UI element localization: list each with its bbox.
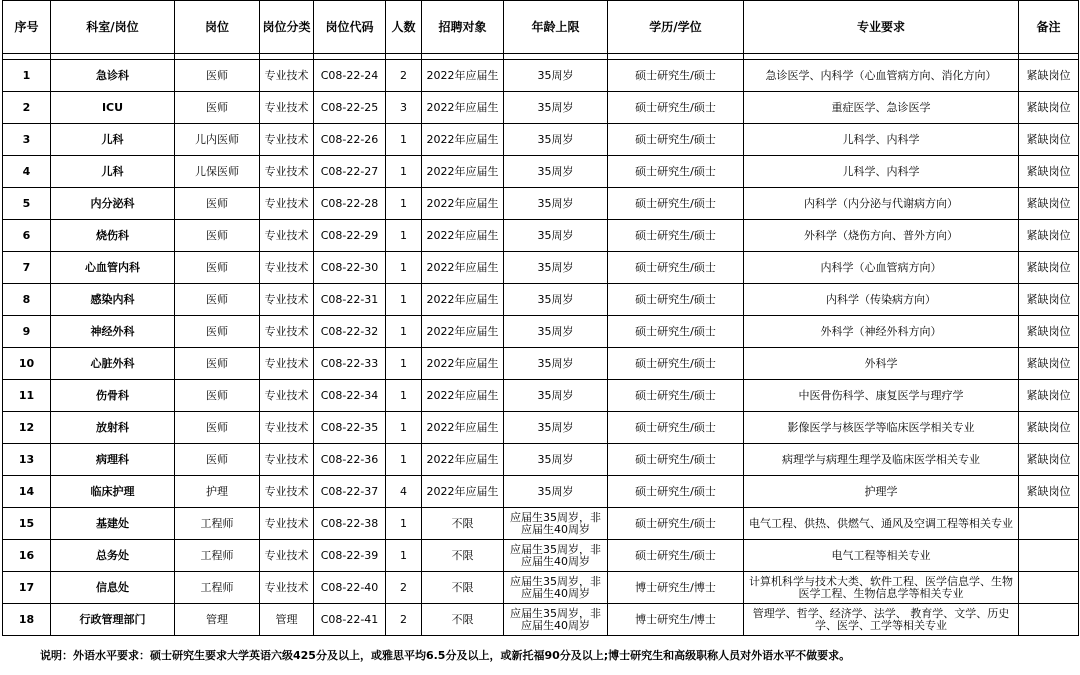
post-code-cell: C08-22-32 (314, 316, 386, 348)
row-number-cell: 10 (3, 348, 51, 380)
post-cell: 医师 (175, 348, 260, 380)
age-limit-cell: 35周岁 (504, 220, 608, 252)
headcount-cell: 1 (386, 508, 422, 540)
department-cell: 急诊科 (51, 60, 175, 92)
department-cell: 心血管内科 (51, 252, 175, 284)
target-cell: 2022年应届生 (422, 124, 504, 156)
post-code-cell: C08-22-25 (314, 92, 386, 124)
row-number-cell: 5 (3, 188, 51, 220)
post-cell: 管理 (175, 604, 260, 636)
row-number-cell: 3 (3, 124, 51, 156)
post-cell: 医师 (175, 92, 260, 124)
major-requirement-cell: 内科学（传染病方向） (744, 284, 1019, 316)
major-requirement-cell: 外科学 (744, 348, 1019, 380)
education-cell: 硕士研究生/硕士 (608, 444, 744, 476)
table-body (3, 60, 1079, 636)
major-requirement-cell: 护理学 (744, 476, 1019, 508)
remark-cell: 紧缺岗位 (1019, 284, 1079, 316)
category-cell: 专业技术 (260, 60, 314, 92)
category-cell: 专业技术 (260, 156, 314, 188)
row-number-cell: 7 (3, 252, 51, 284)
target-cell: 不限 (422, 572, 504, 604)
headcount-cell: 1 (386, 188, 422, 220)
target-cell: 2022年应届生 (422, 380, 504, 412)
post-cell: 医师 (175, 412, 260, 444)
education-cell: 硕士研究生/硕士 (608, 252, 744, 284)
footnote: 说明：外语水平要求：硕士研究生要求大学英语六级425分及以上，或雅思平均6.5分及以上，或新托福90分及以上;博士研究生和高级职称人员对外语水平不做要求。 (40, 649, 851, 662)
major-requirement-cell: 病理学与病理生理学及临床医学相关专业 (744, 444, 1019, 476)
major-requirement-cell: 外科学（烧伤方向、普外方向） (744, 220, 1019, 252)
post-code-cell: C08-22-35 (314, 412, 386, 444)
education-cell: 硕士研究生/硕士 (608, 348, 744, 380)
remark-cell: 紧缺岗位 (1019, 92, 1079, 124)
remark-cell: 紧缺岗位 (1019, 220, 1079, 252)
table-row (3, 412, 1079, 444)
post-cell: 儿内医师 (175, 124, 260, 156)
row-number-cell: 11 (3, 380, 51, 412)
remark-cell: 紧缺岗位 (1019, 60, 1079, 92)
post-cell: 儿保医师 (175, 156, 260, 188)
category-cell: 管理 (260, 604, 314, 636)
post-code-cell: C08-22-29 (314, 220, 386, 252)
table-row (3, 348, 1079, 380)
department-cell: 儿科 (51, 156, 175, 188)
age-limit-cell: 35周岁 (504, 188, 608, 220)
department-cell: 烧伤科 (51, 220, 175, 252)
age-limit-cell: 35周岁 (504, 156, 608, 188)
post-cell: 工程师 (175, 508, 260, 540)
target-cell: 2022年应届生 (422, 156, 504, 188)
headcount-cell: 1 (386, 348, 422, 380)
post-cell: 护理 (175, 476, 260, 508)
education-cell: 博士研究生/博士 (608, 572, 744, 604)
category-cell: 专业技术 (260, 316, 314, 348)
major-requirement-cell: 内科学（内分泌与代谢病方向） (744, 188, 1019, 220)
header-cell: 学历/学位 (608, 1, 744, 54)
row-number-cell: 1 (3, 60, 51, 92)
age-limit-cell: 35周岁 (504, 316, 608, 348)
post-cell: 工程师 (175, 540, 260, 572)
target-cell: 2022年应届生 (422, 92, 504, 124)
category-cell: 专业技术 (260, 252, 314, 284)
headcount-cell: 1 (386, 156, 422, 188)
department-cell: 儿科 (51, 124, 175, 156)
education-cell: 硕士研究生/硕士 (608, 60, 744, 92)
category-cell: 专业技术 (260, 412, 314, 444)
category-cell: 专业技术 (260, 348, 314, 380)
major-requirement-cell: 外科学（神经外科方向） (744, 316, 1019, 348)
major-requirement-cell: 儿科学、内科学 (744, 156, 1019, 188)
education-cell: 硕士研究生/硕士 (608, 508, 744, 540)
age-limit-cell: 35周岁 (504, 444, 608, 476)
table-row (3, 444, 1079, 476)
category-cell: 专业技术 (260, 476, 314, 508)
remark-cell (1019, 604, 1079, 636)
department-cell: 行政管理部门 (51, 604, 175, 636)
age-limit-cell: 35周岁 (504, 92, 608, 124)
target-cell: 2022年应届生 (422, 444, 504, 476)
post-cell: 医师 (175, 380, 260, 412)
target-cell: 不限 (422, 604, 504, 636)
header-cell: 序号 (3, 1, 51, 54)
post-cell: 医师 (175, 316, 260, 348)
remark-cell: 紧缺岗位 (1019, 412, 1079, 444)
education-cell: 硕士研究生/硕士 (608, 316, 744, 348)
headcount-cell: 1 (386, 284, 422, 316)
row-number-cell: 12 (3, 412, 51, 444)
table-row (3, 220, 1079, 252)
header-cell: 岗位代码 (314, 1, 386, 54)
post-code-cell: C08-22-27 (314, 156, 386, 188)
post-cell: 医师 (175, 188, 260, 220)
headcount-cell: 1 (386, 316, 422, 348)
post-code-cell: C08-22-37 (314, 476, 386, 508)
category-cell: 专业技术 (260, 508, 314, 540)
post-code-cell: C08-22-40 (314, 572, 386, 604)
row-number-cell: 6 (3, 220, 51, 252)
remark-cell: 紧缺岗位 (1019, 444, 1079, 476)
age-limit-cell: 35周岁 (504, 60, 608, 92)
remark-cell: 紧缺岗位 (1019, 316, 1079, 348)
category-cell: 专业技术 (260, 572, 314, 604)
row-number-cell: 4 (3, 156, 51, 188)
post-code-cell: C08-22-31 (314, 284, 386, 316)
recruitment-table-container (2, 0, 1078, 636)
target-cell: 2022年应届生 (422, 284, 504, 316)
post-code-cell: C08-22-30 (314, 252, 386, 284)
table-row (3, 476, 1079, 508)
header-cell: 岗位 (175, 1, 260, 54)
remark-cell: 紧缺岗位 (1019, 188, 1079, 220)
headcount-cell: 1 (386, 412, 422, 444)
table-row (3, 380, 1079, 412)
category-cell: 专业技术 (260, 380, 314, 412)
post-code-cell: C08-22-36 (314, 444, 386, 476)
education-cell: 博士研究生/博士 (608, 604, 744, 636)
row-number-cell: 17 (3, 572, 51, 604)
major-requirement-cell: 内科学（心血管病方向） (744, 252, 1019, 284)
department-cell: 心脏外科 (51, 348, 175, 380)
education-cell: 硕士研究生/硕士 (608, 284, 744, 316)
category-cell: 专业技术 (260, 284, 314, 316)
post-cell: 医师 (175, 444, 260, 476)
major-requirement-cell: 儿科学、内科学 (744, 124, 1019, 156)
major-requirement-cell: 电气工程、供热、供燃气、通风及空调工程等相关专业 (744, 508, 1019, 540)
header-cell: 年龄上限 (504, 1, 608, 54)
table-row (3, 572, 1079, 604)
age-limit-cell: 35周岁 (504, 252, 608, 284)
education-cell: 硕士研究生/硕士 (608, 124, 744, 156)
target-cell: 2022年应届生 (422, 60, 504, 92)
headcount-cell: 1 (386, 444, 422, 476)
headcount-cell: 1 (386, 540, 422, 572)
age-limit-cell: 应届生35周岁，非应届生40周岁 (504, 540, 608, 572)
remark-cell: 紧缺岗位 (1019, 124, 1079, 156)
row-number-cell: 14 (3, 476, 51, 508)
row-number-cell: 9 (3, 316, 51, 348)
age-limit-cell: 应届生35周岁，非应届生40周岁 (504, 572, 608, 604)
remark-cell: 紧缺岗位 (1019, 476, 1079, 508)
major-requirement-cell: 计算机科学与技术大类、软件工程、医学信息学、生物医学工程、生物信息学等相关专业 (744, 572, 1019, 604)
post-code-cell: C08-22-28 (314, 188, 386, 220)
headcount-cell: 2 (386, 604, 422, 636)
department-cell: 内分泌科 (51, 188, 175, 220)
category-cell: 专业技术 (260, 188, 314, 220)
age-limit-cell: 35周岁 (504, 284, 608, 316)
target-cell: 2022年应届生 (422, 252, 504, 284)
department-cell: 神经外科 (51, 316, 175, 348)
remark-cell: 紧缺岗位 (1019, 156, 1079, 188)
headcount-cell: 1 (386, 220, 422, 252)
post-cell: 医师 (175, 284, 260, 316)
header-cell: 人数 (386, 1, 422, 54)
major-requirement-cell: 管理学、哲学、经济学、法学、 教育学、文学、历史学、医学、工学等相关专业 (744, 604, 1019, 636)
post-cell: 工程师 (175, 572, 260, 604)
row-number-cell: 16 (3, 540, 51, 572)
education-cell: 硕士研究生/硕士 (608, 540, 744, 572)
age-limit-cell: 应届生35周岁，非应届生40周岁 (504, 604, 608, 636)
headcount-cell: 4 (386, 476, 422, 508)
table-row (3, 92, 1079, 124)
department-cell: 放射科 (51, 412, 175, 444)
education-cell: 硕士研究生/硕士 (608, 412, 744, 444)
table-row (3, 60, 1079, 92)
headcount-cell: 2 (386, 572, 422, 604)
age-limit-cell: 35周岁 (504, 476, 608, 508)
department-cell: ICU (51, 92, 175, 124)
remark-cell (1019, 508, 1079, 540)
major-requirement-cell: 急诊医学、内科学（心血管病方向、消化方向） (744, 60, 1019, 92)
target-cell: 2022年应届生 (422, 412, 504, 444)
department-cell: 临床护理 (51, 476, 175, 508)
remark-cell: 紧缺岗位 (1019, 348, 1079, 380)
table-row (3, 252, 1079, 284)
header-row (3, 1, 1079, 54)
post-cell: 医师 (175, 220, 260, 252)
row-number-cell: 2 (3, 92, 51, 124)
post-cell: 医师 (175, 252, 260, 284)
target-cell: 2022年应届生 (422, 188, 504, 220)
category-cell: 专业技术 (260, 124, 314, 156)
table-row (3, 284, 1079, 316)
remark-cell: 紧缺岗位 (1019, 252, 1079, 284)
education-cell: 硕士研究生/硕士 (608, 92, 744, 124)
post-code-cell: C08-22-33 (314, 348, 386, 380)
department-cell: 感染内科 (51, 284, 175, 316)
headcount-cell: 1 (386, 124, 422, 156)
remark-cell (1019, 540, 1079, 572)
department-cell: 病理科 (51, 444, 175, 476)
education-cell: 硕士研究生/硕士 (608, 220, 744, 252)
department-cell: 总务处 (51, 540, 175, 572)
target-cell: 不限 (422, 540, 504, 572)
education-cell: 硕士研究生/硕士 (608, 380, 744, 412)
table-row (3, 604, 1079, 636)
category-cell: 专业技术 (260, 444, 314, 476)
row-number-cell: 15 (3, 508, 51, 540)
major-requirement-cell: 中医骨伤科学、康复医学与理疗学 (744, 380, 1019, 412)
post-cell: 医师 (175, 60, 260, 92)
major-requirement-cell: 重症医学、急诊医学 (744, 92, 1019, 124)
header-cell: 科室/岗位 (51, 1, 175, 54)
category-cell: 专业技术 (260, 92, 314, 124)
category-cell: 专业技术 (260, 220, 314, 252)
department-cell: 伤骨科 (51, 380, 175, 412)
major-requirement-cell: 电气工程等相关专业 (744, 540, 1019, 572)
table-row (3, 124, 1079, 156)
table-row (3, 508, 1079, 540)
post-code-cell: C08-22-39 (314, 540, 386, 572)
row-number-cell: 8 (3, 284, 51, 316)
education-cell: 硕士研究生/硕士 (608, 188, 744, 220)
age-limit-cell: 35周岁 (504, 348, 608, 380)
header-cell: 招聘对象 (422, 1, 504, 54)
table-row (3, 156, 1079, 188)
table-row (3, 540, 1079, 572)
age-limit-cell: 35周岁 (504, 124, 608, 156)
post-code-cell: C08-22-26 (314, 124, 386, 156)
header-cell: 备注 (1019, 1, 1079, 54)
target-cell: 2022年应届生 (422, 348, 504, 380)
target-cell: 2022年应届生 (422, 316, 504, 348)
header-cell: 专业要求 (744, 1, 1019, 54)
post-code-cell: C08-22-41 (314, 604, 386, 636)
row-number-cell: 13 (3, 444, 51, 476)
headcount-cell: 3 (386, 92, 422, 124)
department-cell: 信息处 (51, 572, 175, 604)
headcount-cell: 2 (386, 60, 422, 92)
post-code-cell: C08-22-24 (314, 60, 386, 92)
department-cell: 基建处 (51, 508, 175, 540)
category-cell: 专业技术 (260, 540, 314, 572)
post-code-cell: C08-22-34 (314, 380, 386, 412)
education-cell: 硕士研究生/硕士 (608, 476, 744, 508)
target-cell: 2022年应届生 (422, 476, 504, 508)
table-row (3, 316, 1079, 348)
remark-cell (1019, 572, 1079, 604)
target-cell: 2022年应届生 (422, 220, 504, 252)
education-cell: 硕士研究生/硕士 (608, 156, 744, 188)
age-limit-cell: 35周岁 (504, 412, 608, 444)
table-row (3, 188, 1079, 220)
age-limit-cell: 应届生35周岁，非应届生40周岁 (504, 508, 608, 540)
remark-cell: 紧缺岗位 (1019, 380, 1079, 412)
row-number-cell: 18 (3, 604, 51, 636)
recruitment-table (2, 0, 1079, 636)
target-cell: 不限 (422, 508, 504, 540)
headcount-cell: 1 (386, 252, 422, 284)
headcount-cell: 1 (386, 380, 422, 412)
age-limit-cell: 35周岁 (504, 380, 608, 412)
post-code-cell: C08-22-38 (314, 508, 386, 540)
header-cell: 岗位分类 (260, 1, 314, 54)
major-requirement-cell: 影像医学与核医学等临床医学相关专业 (744, 412, 1019, 444)
